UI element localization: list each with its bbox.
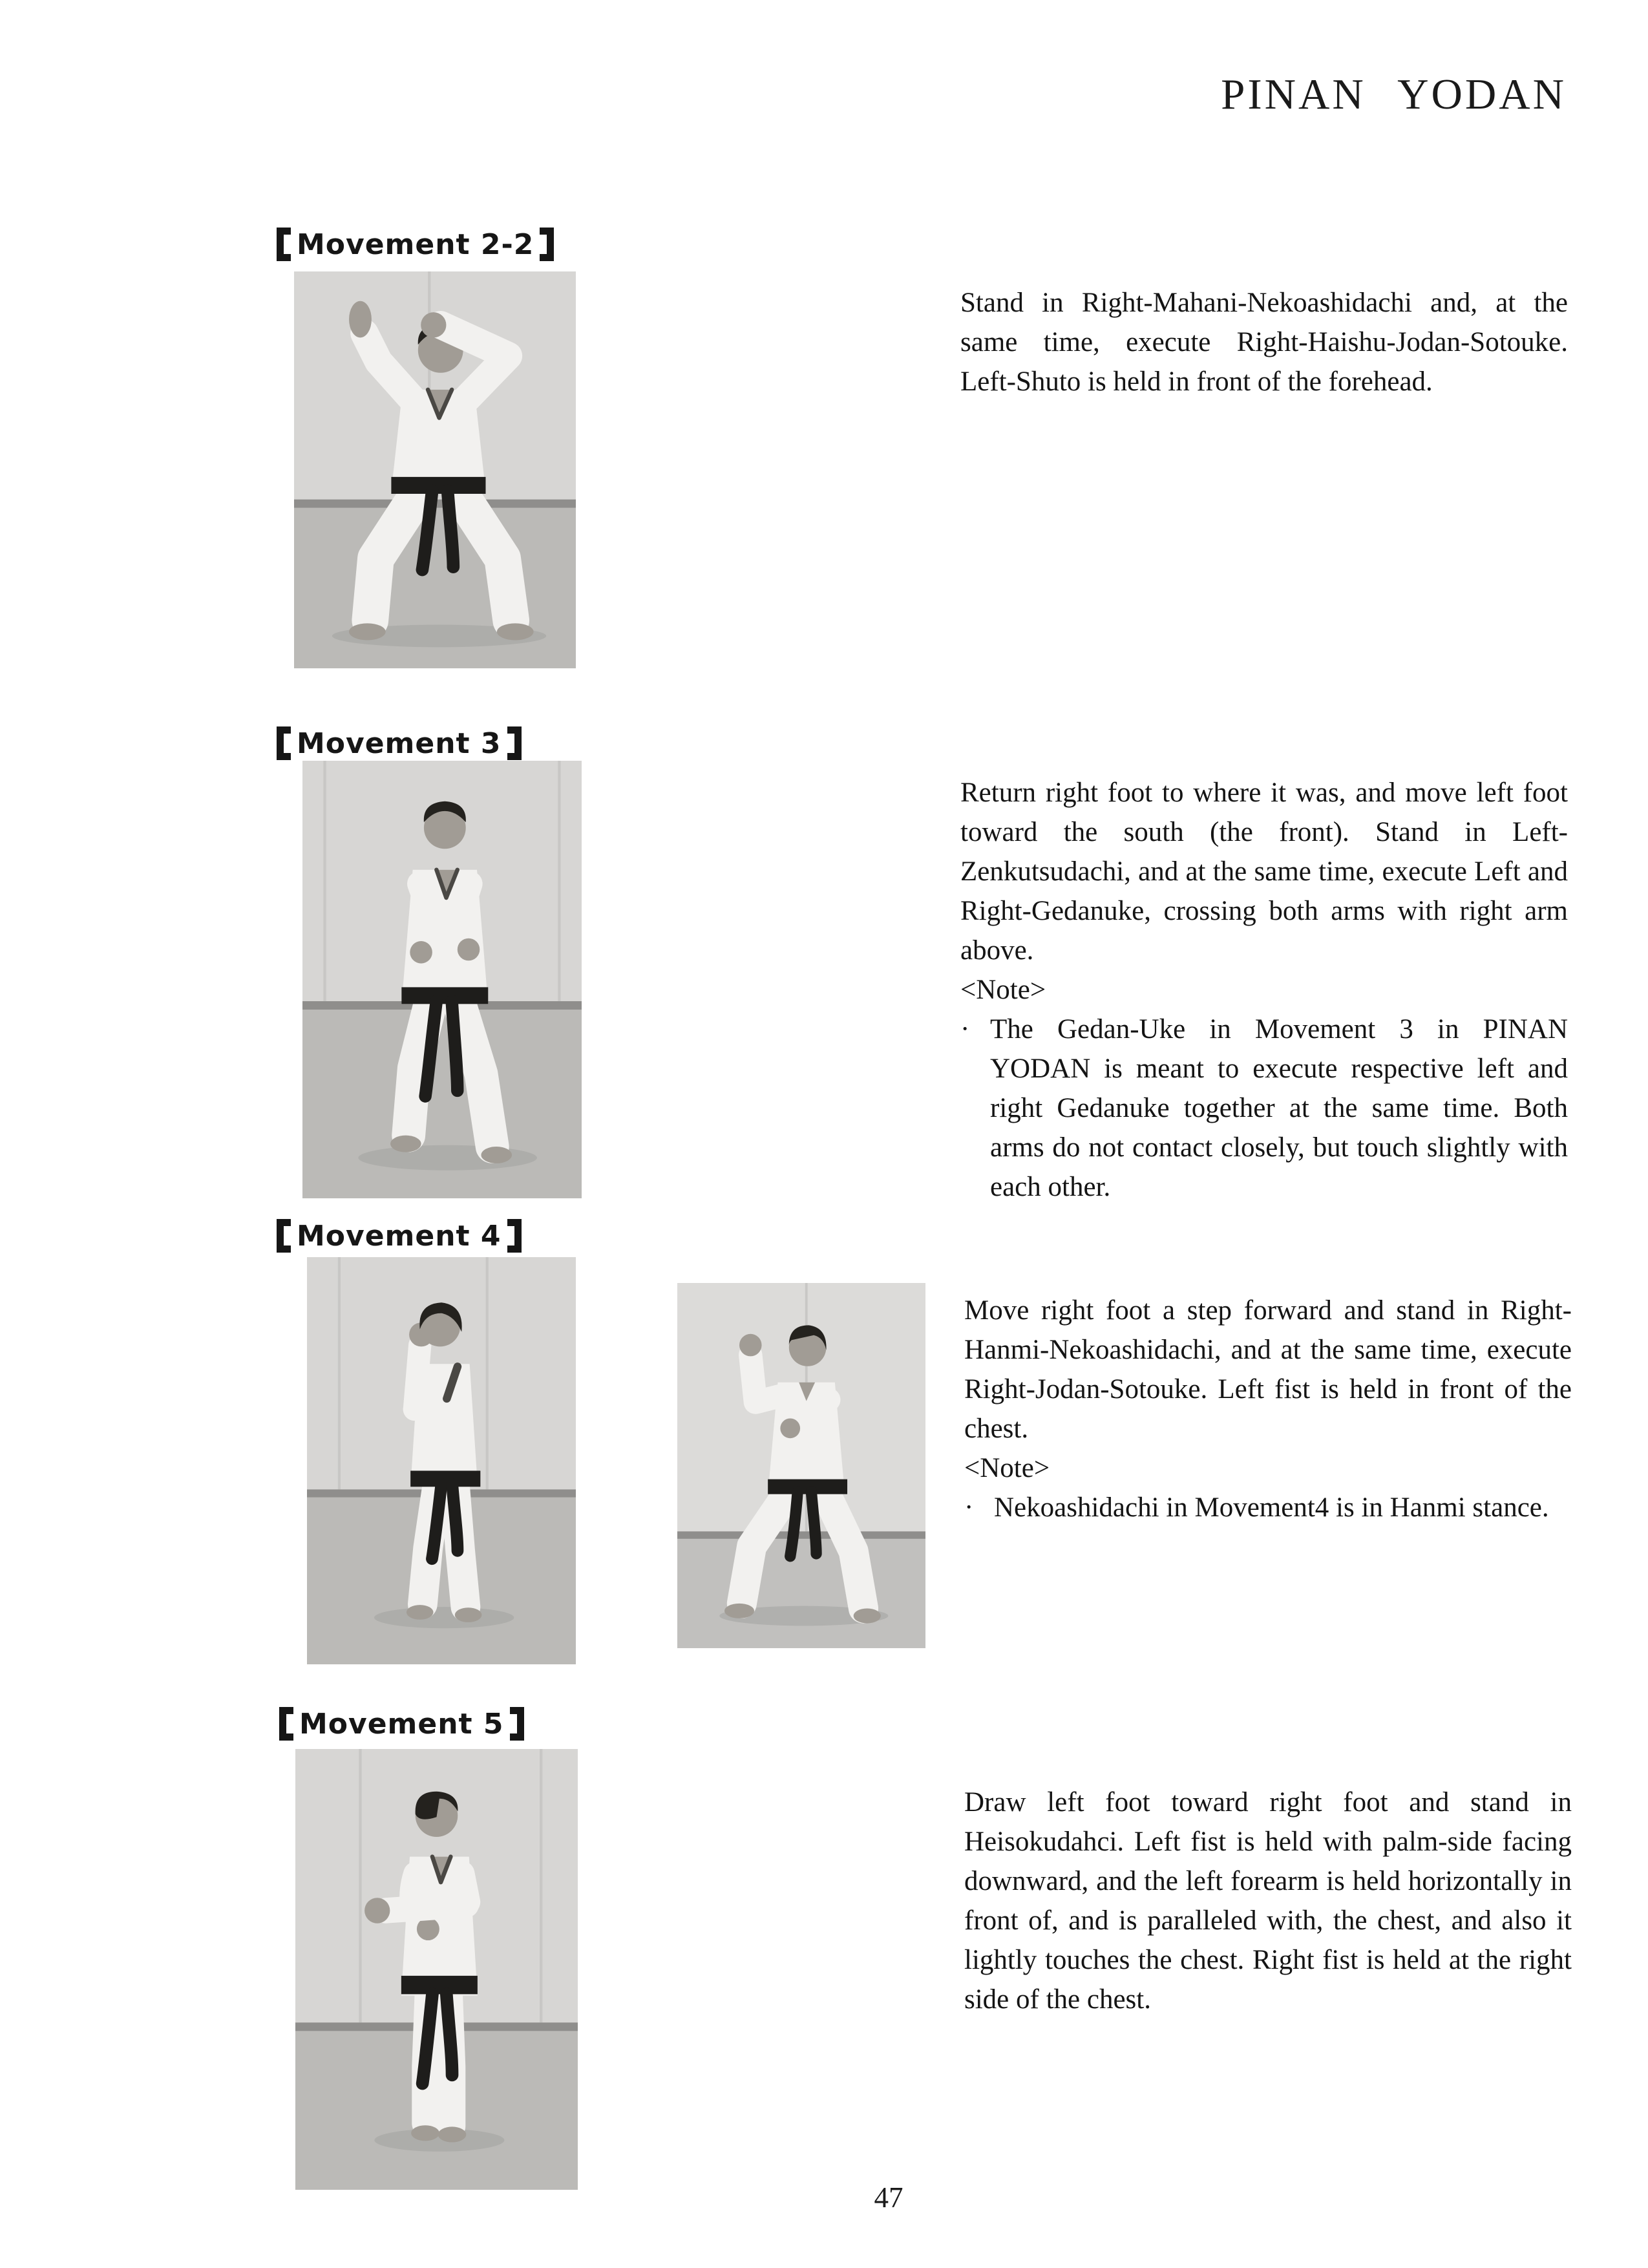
movement-5-heading bbox=[279, 1707, 524, 1741]
movement-3-note-text: The Gedan-Uke in Movement 3 in PINAN YODAN is meant to execute respective left and right Gedanuke together at the same time. Both arms do not contact closely, but touch slightly with each other. bbox=[990, 1014, 1568, 1202]
lenticular-bracket-open bbox=[279, 1707, 293, 1741]
karateka-figure-movement-4-side bbox=[307, 1257, 576, 1664]
lenticular-bracket-close bbox=[507, 1219, 522, 1253]
movement-4-text bbox=[964, 1291, 1572, 1527]
movement-5-photo bbox=[295, 1749, 578, 2190]
lenticular-bracket-open bbox=[277, 1219, 291, 1253]
page-number: 47 bbox=[874, 2181, 903, 2214]
movement-3-photo bbox=[302, 761, 582, 1198]
lenticular-bracket-close bbox=[507, 726, 522, 760]
movement-3-heading bbox=[277, 726, 522, 760]
movement-4-photo-front-view bbox=[677, 1283, 925, 1648]
movement-3-text bbox=[960, 773, 1568, 1207]
page-title: PINAN YODAN bbox=[1221, 70, 1567, 118]
movement-4-note-text: Nekoashidachi in Movement4 is in Hanmi stance. bbox=[994, 1492, 1549, 1523]
movement-2-2-heading-label: Movement 2-2 bbox=[297, 228, 534, 261]
karateka-figure-movement-4-front bbox=[677, 1283, 925, 1648]
note-item bbox=[960, 1010, 1568, 1207]
lenticular-bracket-close bbox=[540, 228, 554, 261]
movement-4-photo-side-view bbox=[307, 1257, 576, 1664]
movement-2-2-text bbox=[960, 283, 1568, 401]
note-bullet: · bbox=[964, 1492, 974, 1523]
movement-3-heading-label: Movement 3 bbox=[297, 726, 502, 760]
lenticular-bracket-close bbox=[510, 1707, 524, 1741]
note-label: <Note> bbox=[964, 1453, 1050, 1483]
movement-2-2-heading bbox=[277, 228, 554, 261]
note-bullet: · bbox=[960, 1014, 970, 1044]
movement-2-2-photo bbox=[294, 271, 576, 668]
note-item bbox=[964, 1488, 1572, 1527]
movement-5-text bbox=[964, 1783, 1572, 2019]
note-label: <Note> bbox=[960, 975, 1046, 1005]
movement-5-heading-label: Movement 5 bbox=[299, 1707, 504, 1741]
karateka-figure-movement-2-2 bbox=[294, 271, 576, 668]
lenticular-bracket-open bbox=[277, 726, 291, 760]
movement-5-paragraph: Draw left foot toward right foot and stand in Heisokudahci. Left fist is held with palm-side facing downward, and the left forearm is held horizontally in front of, and is paralleled with, the chest, and also it lightly touches the chest. Right fist is held at the right side of the chest. bbox=[964, 1787, 1572, 2015]
lenticular-bracket-open bbox=[277, 228, 291, 261]
movement-4-heading bbox=[277, 1219, 522, 1253]
karateka-figure-movement-5 bbox=[295, 1749, 578, 2190]
movement-3-paragraph: Return right foot to where it was, and move left foot toward the south (the front). Stand in Left-Zenkutsudachi, and at the same time, execute Left and Right-Gedanuke, crossing both arms with right arm above. bbox=[960, 778, 1568, 966]
karateka-figure-movement-3 bbox=[302, 761, 582, 1198]
movement-2-2-paragraph: Stand in Right-Mahani-Nekoashidachi and, at the same time, execute Right-Haishu-Jodan-Sotouke. Left-Shuto is held in front of the forehead. bbox=[960, 288, 1568, 397]
movement-4-heading-label: Movement 4 bbox=[297, 1219, 502, 1253]
movement-4-paragraph: Move right foot a step forward and stand in Right-Hanmi-Nekoashidachi, and at the same time, execute Right-Jodan-Sotouke. Left fist is held in front of the chest. bbox=[964, 1295, 1572, 1444]
